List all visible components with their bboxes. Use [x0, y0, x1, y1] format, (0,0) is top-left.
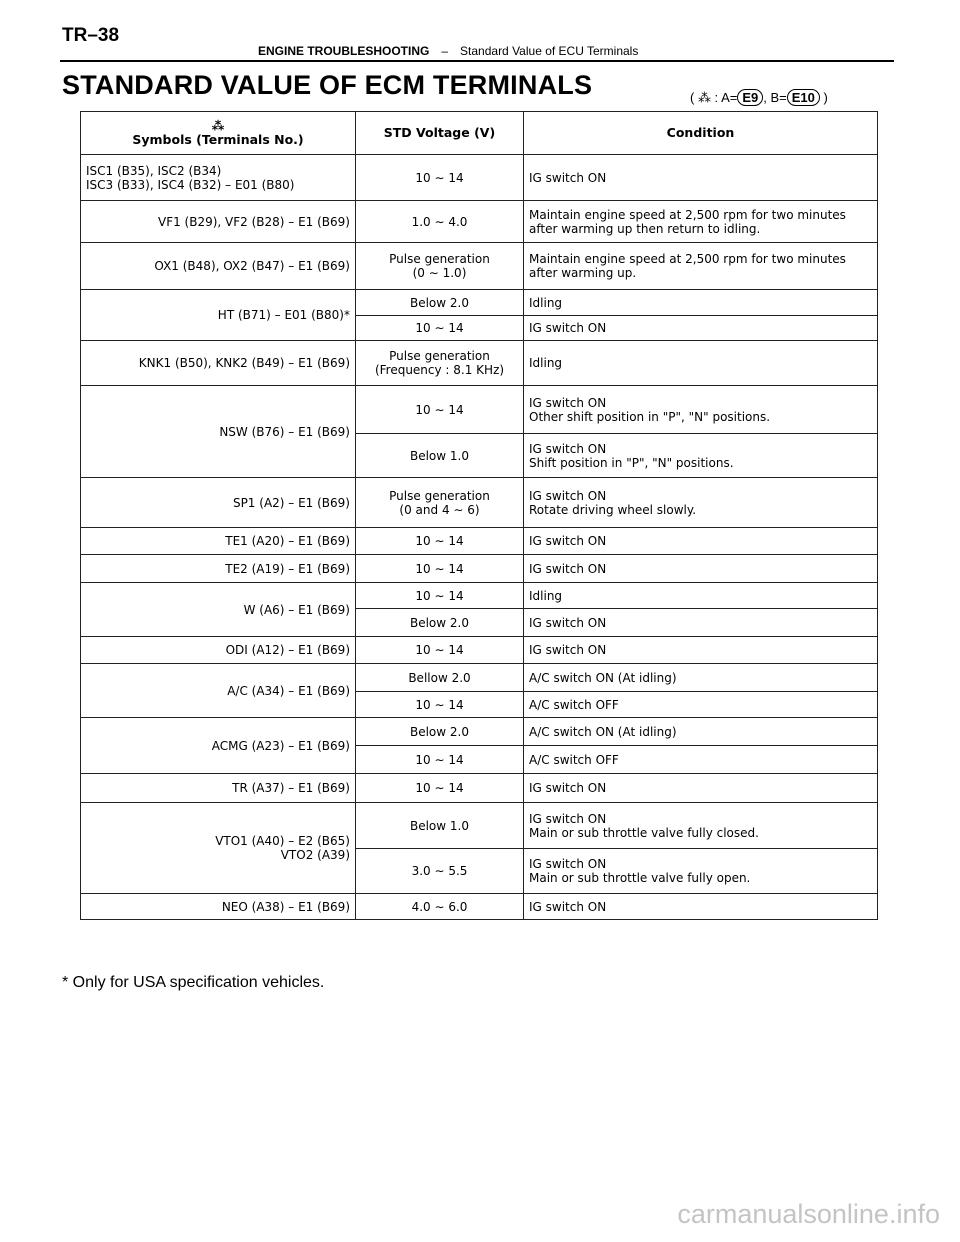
terminal-symbol: KNK1 (B50), KNK2 (B49) – E1 (B69) [138, 356, 350, 370]
terminal-symbol-cell [81, 201, 356, 243]
std-voltage-value: 10 ∼ 14 [415, 588, 464, 603]
condition-text: after warming up. [529, 266, 637, 280]
terminal-symbol-cell [81, 478, 356, 528]
legend-a-label: A= [721, 90, 738, 105]
std-voltage-cell [356, 434, 524, 478]
watermark: carmanualsonline.info [677, 1199, 940, 1229]
condition-cell [524, 692, 878, 718]
condition-cell [524, 478, 878, 528]
table-row [81, 803, 878, 849]
std-voltage-cell [356, 746, 524, 774]
table-row [81, 528, 878, 555]
condition-text: IG switch ON [529, 441, 607, 456]
terminal-symbol: VTO2 (A39) [280, 848, 350, 862]
std-voltage-value: 10 ∼ 14 [415, 643, 464, 657]
table-row [81, 201, 878, 243]
condition-text: IG switch ON [529, 488, 607, 503]
std-voltage-value: Below 2.0 [409, 295, 469, 310]
terminal-symbol: NEO (A38) – E1 (B69) [221, 899, 350, 914]
std-voltage-value: 10 ∼ 14 [415, 752, 464, 767]
condition-cell [524, 583, 878, 609]
ecm-terminal-table [80, 111, 878, 920]
terminal-symbol-cell [81, 528, 356, 555]
std-voltage-value: Bellow 2.0 [408, 670, 471, 685]
condition-text: Shift position in "P", "N" positions. [529, 455, 734, 470]
condition-text: Idling [529, 588, 563, 603]
condition-cell [524, 718, 878, 746]
table-row [81, 341, 878, 386]
condition-cell [524, 555, 878, 583]
condition-cell [524, 290, 878, 316]
std-voltage-value: 10 ∼ 14 [415, 534, 464, 548]
terminal-symbol-cell [81, 341, 356, 386]
std-voltage-cell [356, 692, 524, 718]
symbol-mark: ⁂ [211, 118, 225, 133]
terminal-symbol-cell [81, 894, 356, 920]
table-row [81, 664, 878, 692]
std-voltage-value: 10 ∼ 14 [415, 697, 464, 712]
terminal-symbol: ISC1 (B35), ISC2 (B34) [86, 163, 222, 178]
condition-text: Idling [529, 356, 563, 370]
condition-text: A/C switch OFF [529, 752, 619, 767]
table-row [81, 894, 878, 920]
std-voltage-cell [356, 555, 524, 583]
symbol-column-header [81, 112, 356, 155]
std-voltage-value: Below 2.0 [409, 724, 469, 739]
terminal-symbol: ISC3 (B33), ISC4 (B32) – E01 (B80) [86, 177, 295, 192]
condition-cell [524, 849, 878, 894]
std-voltage-value: 3.0 ∼ 5.5 [411, 864, 468, 878]
std-voltage-value: Below 1.0 [409, 448, 469, 463]
condition-cell [524, 637, 878, 664]
table-row [81, 555, 878, 583]
header-separator: – [441, 44, 449, 58]
condition-text: A/C switch OFF [529, 697, 619, 712]
terminal-symbol-cell [81, 155, 356, 201]
condition-text: Rotate driving wheel slowly. [529, 502, 697, 517]
std-voltage-cell [356, 803, 524, 849]
condition-text: Main or sub throttle valve fully closed. [529, 825, 759, 840]
page-number: TR–38 [62, 25, 120, 46]
std-voltage-cell [356, 528, 524, 555]
condition-cell [524, 243, 878, 290]
condition-cell [524, 201, 878, 243]
table-row [81, 478, 878, 528]
std-voltage-value: 10 ∼ 14 [415, 321, 464, 335]
std-voltage-cell [356, 316, 524, 341]
condition-text: after warming up then return to idling. [529, 221, 761, 236]
condition-cell [524, 528, 878, 555]
condition-cell [524, 341, 878, 386]
condition-text: IG switch ON [529, 615, 607, 630]
terminal-symbol: TE2 (A19) – E1 (B69) [225, 561, 350, 576]
std-voltage-value: Below 1.0 [409, 818, 469, 833]
condition-text: Main or sub throttle valve fully open. [529, 871, 751, 885]
legend-b-label: B= [770, 90, 787, 105]
condition-text: IG switch ON [529, 643, 607, 657]
std-voltage-value: 10 ∼ 14 [415, 781, 464, 795]
condition-text: IG switch ON [529, 170, 607, 185]
condition-text: Other shift position in "P", "N" positions. [529, 409, 771, 424]
std-voltage-cell [356, 718, 524, 746]
table-row [81, 774, 878, 803]
std-voltage-cell [356, 637, 524, 664]
terminal-symbol-cell [81, 290, 356, 341]
std-voltage-cell [356, 155, 524, 201]
condition-cell [524, 803, 878, 849]
terminal-symbol-cell [81, 637, 356, 664]
std-voltage-cell [356, 664, 524, 692]
std-voltage-value: (0 ∼ 1.0) [412, 266, 467, 280]
terminal-symbol-cell [81, 243, 356, 290]
terminal-symbol: VTO1 (A40) – E2 (B65) [215, 834, 350, 848]
condition-text: A/C switch ON (At idling) [529, 724, 677, 739]
condition-cell [524, 155, 878, 201]
table-row [81, 583, 878, 609]
terminal-symbol-cell [81, 664, 356, 718]
terminal-symbol: OX1 (B48), OX2 (B47) – E1 (B69) [154, 259, 350, 273]
terminal-symbol: TE1 (A20) – E1 (B69) [225, 534, 350, 548]
condition-cell [524, 774, 878, 803]
condition-text: Idling [529, 295, 563, 310]
connector-b-badge: E10 [787, 89, 820, 106]
std-voltage-value: 10 ∼ 14 [415, 561, 464, 576]
running-header [258, 44, 638, 58]
terminal-symbol: NSW (B76) – E1 (B69) [219, 424, 350, 439]
connector-legend [690, 89, 828, 106]
std-voltage-value: 4.0 ∼ 6.0 [411, 899, 468, 914]
condition-text: IG switch ON [529, 561, 607, 576]
condition-text: Maintain engine speed at 2,500 rpm for two minutes [529, 252, 846, 266]
condition-text: IG switch ON [529, 534, 607, 548]
condition-cell [524, 386, 878, 434]
legend-open: ( ⁂ : [690, 90, 719, 105]
std-voltage-cell [356, 849, 524, 894]
terminal-symbol: ODI (A12) – E1 (B69) [225, 643, 350, 657]
terminal-symbol-cell [81, 555, 356, 583]
condition-text: IG switch ON [529, 321, 607, 335]
condition-cell [524, 894, 878, 920]
condition-text: IG switch ON [529, 857, 607, 871]
std-voltage-cell [356, 609, 524, 637]
std-voltage-cell [356, 478, 524, 528]
footnote: * Only for USA specification vehicles. [62, 974, 325, 991]
terminal-symbol: SP1 (A2) – E1 (B69) [232, 495, 350, 510]
condition-cell [524, 609, 878, 637]
std-voltage-value: (Frequency : 8.1 KHz) [374, 363, 505, 377]
std-voltage-cell [356, 894, 524, 920]
table-row [81, 386, 878, 434]
page-title: STANDARD VALUE OF ECM TERMINALS [62, 70, 593, 100]
table-row [81, 718, 878, 746]
terminal-symbol: HT (B71) – E01 (B80)* [217, 308, 350, 322]
legend-close: ) [823, 90, 828, 105]
terminal-symbol-cell [81, 803, 356, 894]
terminal-symbol-cell [81, 386, 356, 478]
terminal-symbol-cell [81, 774, 356, 803]
section-title: ENGINE TROUBLESHOOTING [258, 44, 430, 58]
std-voltage-value: Pulse generation [389, 488, 490, 503]
condition-text: Maintain engine speed at 2,500 rpm for two minutes [529, 207, 846, 222]
legend-comma: , [763, 90, 767, 105]
std-voltage-cell [356, 583, 524, 609]
symbol-header-label: Symbols (Terminals No.) [132, 132, 304, 147]
condition-text: IG switch ON [529, 811, 607, 826]
std-voltage-cell [356, 201, 524, 243]
condition-cell [524, 434, 878, 478]
std-voltage-value: (0 and 4 ∼ 6) [399, 502, 480, 517]
terminal-symbol: VF1 (B29), VF2 (B28) – E1 (B69) [157, 214, 350, 229]
header-rule [60, 60, 894, 62]
std-voltage-cell [356, 290, 524, 316]
table-row [81, 155, 878, 201]
terminal-symbol-cell [81, 583, 356, 637]
std-voltage-cell [356, 774, 524, 803]
terminal-symbol-cell [81, 718, 356, 774]
terminal-symbol: W (A6) – E1 (B69) [243, 602, 350, 617]
std-voltage-value: Pulse generation [389, 252, 490, 266]
table-row [81, 243, 878, 290]
table-header-row [81, 112, 878, 155]
std-voltage-value: Pulse generation [389, 349, 490, 363]
std-voltage-cell [356, 386, 524, 434]
terminal-symbol: TR (A37) – E1 (B69) [232, 781, 350, 795]
condition-text: IG switch ON [529, 899, 607, 914]
condition-column-header: Condition [524, 112, 878, 155]
std-voltage-value: 1.0 ∼ 4.0 [411, 214, 468, 229]
condition-cell [524, 746, 878, 774]
std-voltage-cell [356, 243, 524, 290]
std-voltage-value: 10 ∼ 14 [415, 402, 464, 417]
std-voltage-value: Below 2.0 [409, 615, 469, 630]
condition-cell [524, 664, 878, 692]
condition-text: IG switch ON [529, 395, 607, 410]
std-voltage-value: 10 ∼ 14 [415, 170, 464, 185]
voltage-column-header: STD Voltage (V) [356, 112, 524, 155]
condition-cell [524, 316, 878, 341]
terminal-symbol: A/C (A34) – E1 (B69) [227, 683, 350, 698]
condition-text: IG switch ON [529, 781, 607, 795]
condition-text: A/C switch ON (At idling) [529, 670, 677, 685]
std-voltage-cell [356, 341, 524, 386]
table-row [81, 637, 878, 664]
connector-a-badge: E9 [737, 89, 763, 106]
subsection-title: Standard Value of ECU Terminals [460, 44, 639, 58]
table-row [81, 290, 878, 316]
terminal-symbol: ACMG (A23) – E1 (B69) [211, 738, 350, 753]
